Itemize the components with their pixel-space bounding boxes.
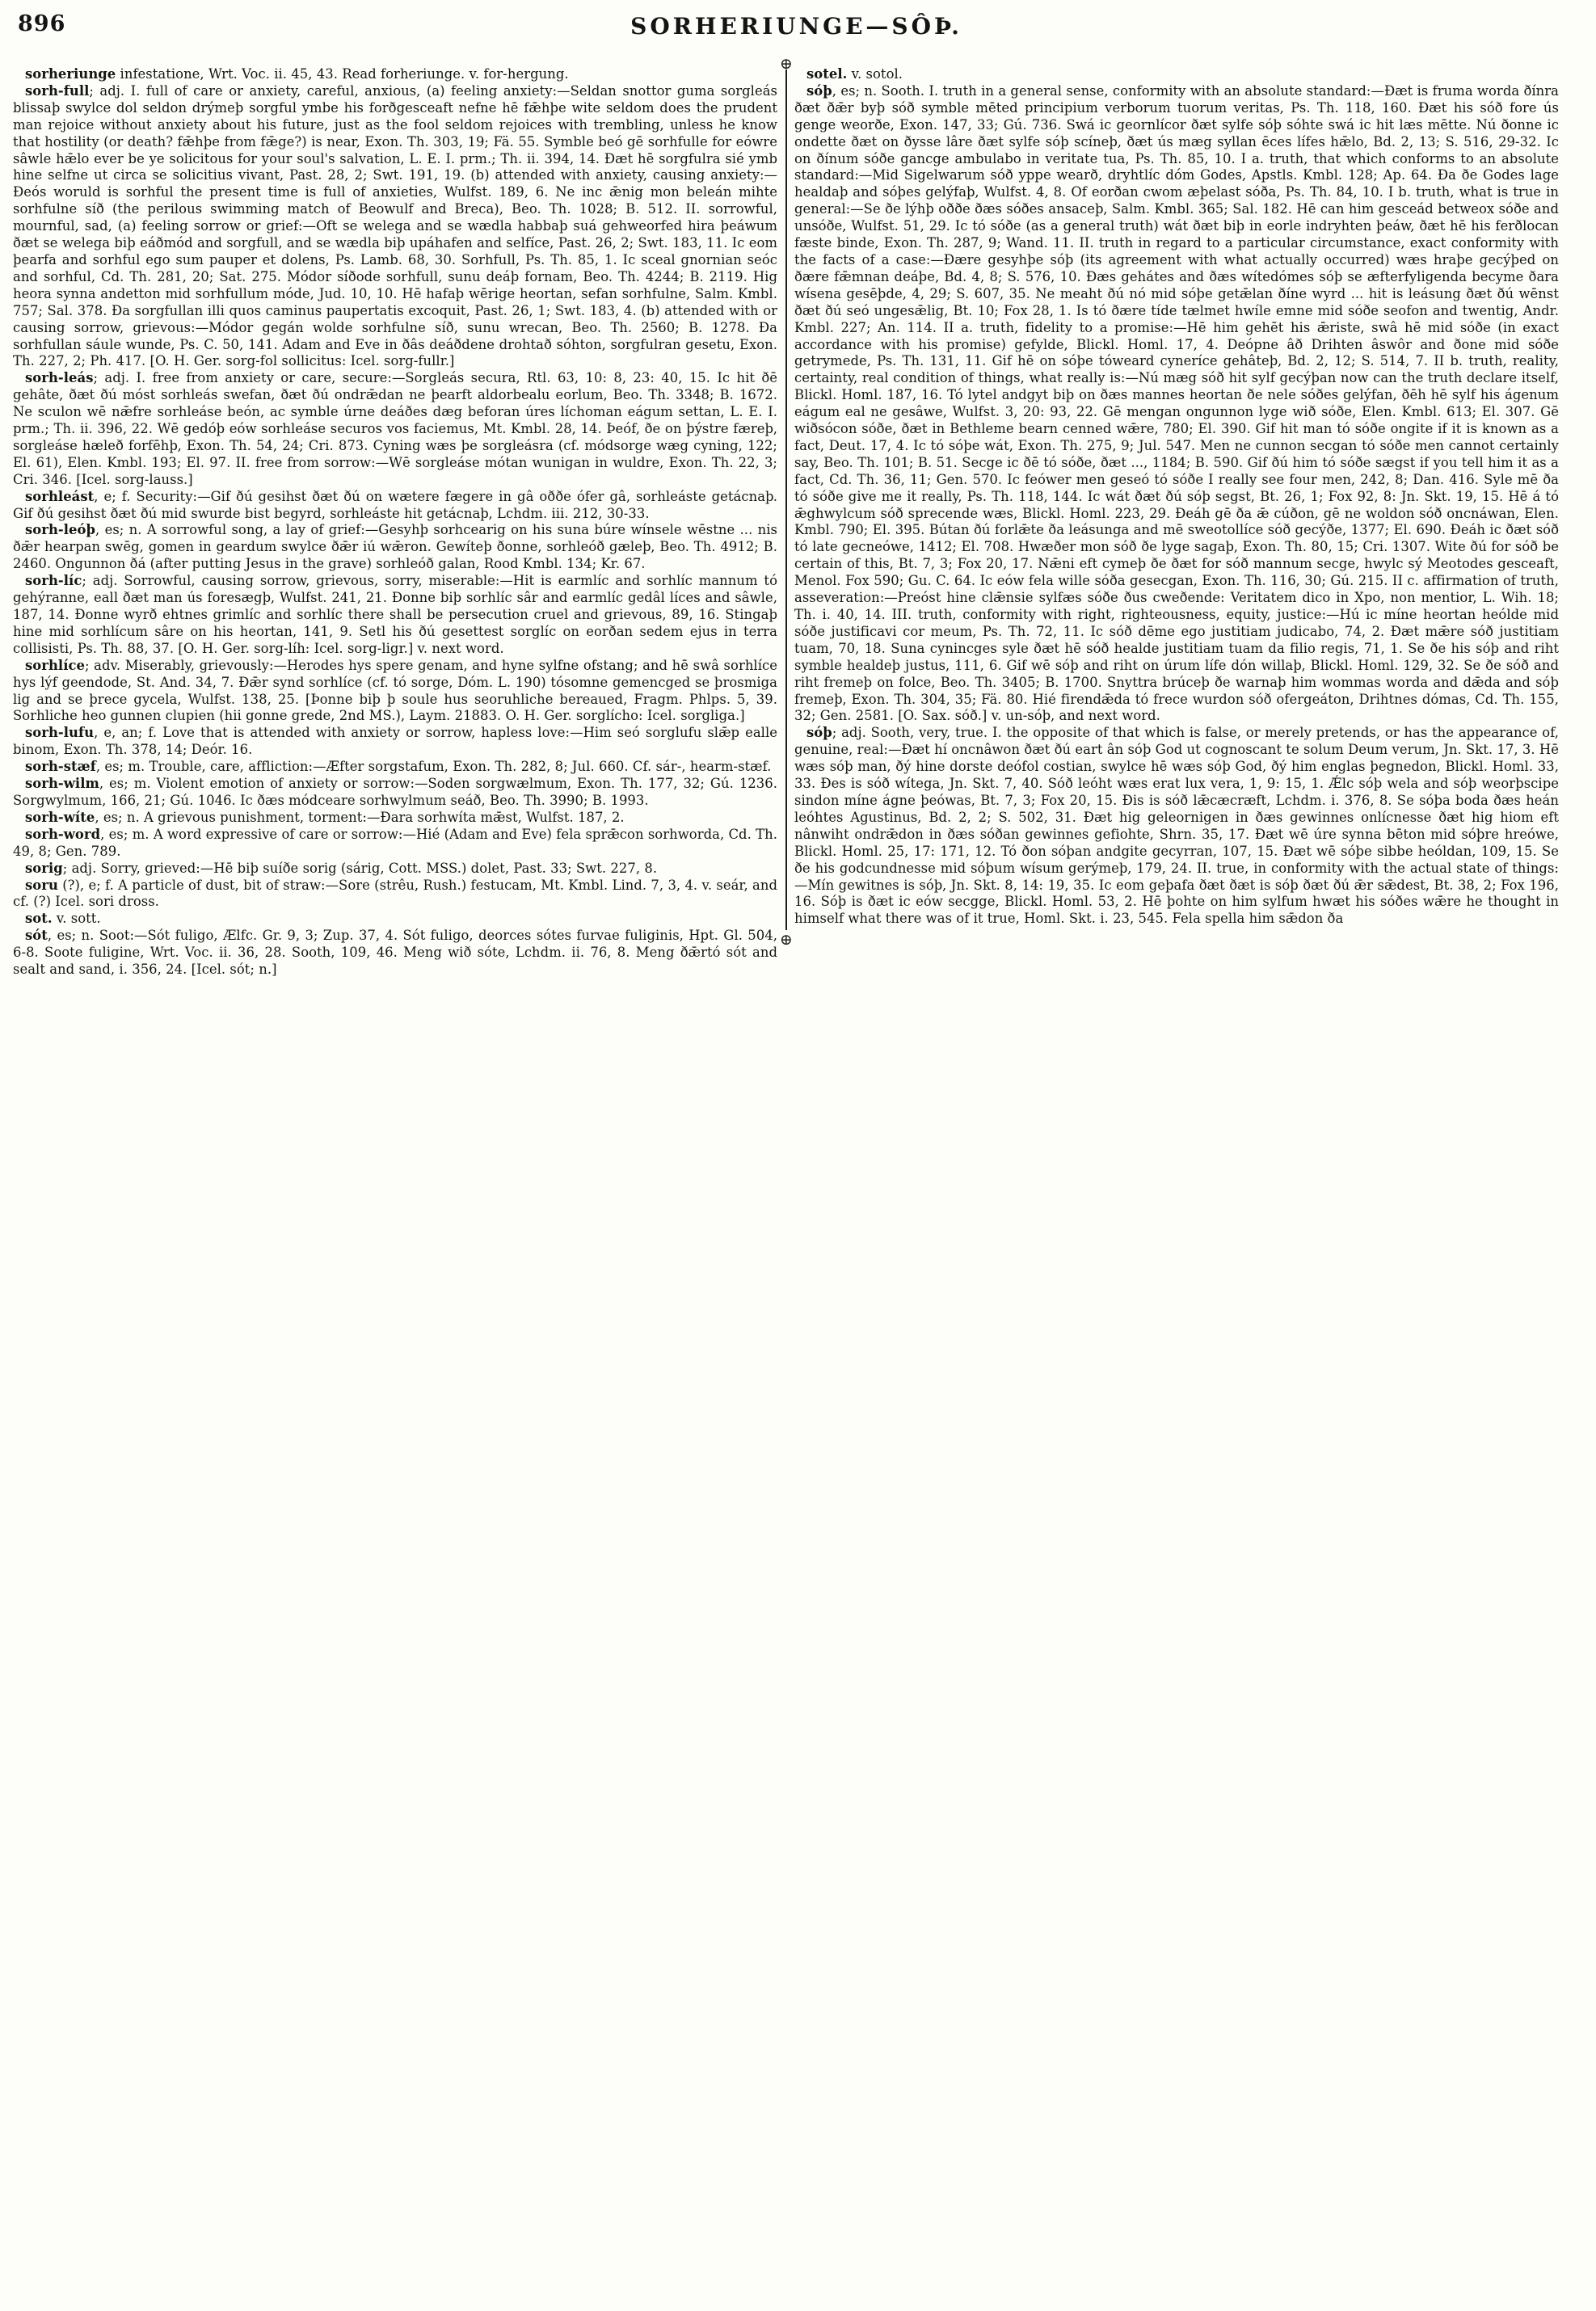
entry-body: , es; n. Soot:—Sót fuligo, Ælfc. Gr. 9, 3; Zup. 37, 4. Sót fuligo, deorces sótes furvae fuliginis, Hpt. Gl. 504, 6-8. Soote fuligine, Wrt. Voc. ii. 36, 28. Sooth, 109, 46. Meng wið sóte, Lchdm. ii. 76, 8. Meng ðǣrtó sót and sealt and sand, i. 356, 24. [Icel. sót; n.] [13, 928, 777, 978]
entry-headword: sorig [25, 860, 63, 876]
entry-headword: sorh-líc [25, 573, 82, 589]
dictionary-entry [13, 83, 777, 370]
dictionary-entry [13, 489, 777, 523]
column-right [794, 66, 1559, 979]
two-column-body [13, 55, 1580, 979]
entry-body: , es; m. Trouble, care, affliction:—Æfter sorgstafum, Exon. Th. 282, 8; Jul. 660. Cf. sár-, hearm-stæf. [95, 759, 772, 775]
entry-headword: sorh-stæf [25, 759, 96, 775]
entry-headword: sorh-leóþ [25, 522, 96, 538]
entry-body: , es; m. Violent emotion of anxiety or sorrow:—Soden sorgwælmum, Exon. Th. 177, 32; Gú. 1236. Sorgwylmum, 166, 21; Gú. 1046. Ic ðæs módceare sorhwylmum seáð, Beo. Th. 3990; B. 1993. [13, 776, 777, 808]
entry-headword: sorh-word [25, 826, 101, 842]
entry-body: , e, an; f. Love that is attended with anxiety or sorrow, hapless love:—Him seó sorglufu slǣp ealle binom, Exon. Th. 378, 14; Deór. 16. [13, 725, 777, 758]
entry-body: , es; m. A word expressive of care or sorrow:—Hié (Adam and Eve) fela sprǣcon sorhworda, Cd. Th. 49, 8; Gen. 789. [13, 826, 777, 859]
entry-headword: sot. [25, 911, 53, 927]
entry-body: ; adj. Sorrowful, causing sorrow, grievous, sorry, miserable:—Hit is earmlíc and sorhlíc mannum tó gehýranne, eall ðæt man ús foresægþ, Wulfst. 241, 21. Ðonne biþ sorhlíc sâr and earmlíc gedâl líces and sâwle, 187, 14. Ðonne wyrð ehtnes grimlíc and sorhlíc there shall be persecution cruel and grievous, 89, 16. Stingaþ hine mid sorhlícum sâre on his heortan, 141, 9. Setl his ðú gesettest sorglíc on eorðan sedem ejus in terra collisisti, Ps. Th. 88, 37. [O. H. Ger. sorg-líh: Icel. sorg-ligr.] v. next word. [13, 573, 777, 656]
page-header [13, 10, 1580, 66]
entry-headword: sorhlíce [25, 657, 85, 673]
entry-body: infestatione, Wrt. Voc. ii. 45, 43. Read forheriunge. v. for-hergung. [116, 66, 569, 82]
entry-headword: sorh-wilm [25, 776, 99, 792]
entry-body: , e; f. Security:—Gif ðú gesihst ðæt ðú on wætere fægere in gâ oððe ófer gâ, sorhleáste getácnaþ. Gif ðú gesihst ðæt ðú mid swurde bist begyrd, sorhleáste hit getácnaþ, Lchdm. iii. 212, 30-33. [13, 488, 777, 521]
entry-headword: sorh-lufu [25, 725, 95, 741]
entry-body: ; adj. I. full of care or anxiety, careful, anxious, (a) feeling anxiety:—Seldan snottor guma sorgleás blissaþ swylce dol seldon drýmeþ sorgful ymbe his forðgesceaft nefne hē fǣhþe wite seldom does the prudent man rejoice without anxiety about his future, just as the fool seldom rejoices with trembling, unless he know that hostility (or death? fǣhþe from fǣge?) is near, Exon. Th. 303, 19; Fä. 55. Symble beó gē sorhfulle for eówre sâwle hǣlo ever be ye solicitous for your soul's salvation, L. E. I. prm.; Th. ii. 394, 14. Ðæt hē sorgfulra sié ymb hine selfne ut circa se solicitius vivant, Past. 28, 2; Swt. 191, 19. (b) attended with anxiety, causing anxiety:—Ðeós woruld is sorhful the present time is full of anxieties, Wulfst. 189, 6. Ne inc ǣnig mon beleán mihte sorhfulne síð (the perilous swimming match of Beowulf and Breca), Beo. Th. 1028; B. 512. II. sorrowful, mournful, sad, (a) feeling sorrow or grief:—Oft se welega and se wædla habbaþ suá gehweorfed hira þeáwum ðæt se welega biþ eáðmód and sorgfull, and se wædla biþ upáhafen and selfíce, Past. 26, 2; Swt. 183, 11. Ic eom þearfa and sorhful ego sum pauper et dolens, Ps. Lamb. 68, 30. Sorhfull, Ps. Th. 85, 1. Ic sceal gnornian seóc and sorhful, Cd. Th. 281, 20; Sat. 275. Módor síðode sorhfull, sunu deáþ fornam, Beo. Th. 4244; B. 2119. Hig heora synna andetton mid sorhfullum móde, Jud. 10, 10. Hē hafaþ wērige heortan, sefan sorhfulne, Salm. Kmbl. 757; Sal. 378. Ða sorgfullan illi quos caminus paupertatis excoquit, Past. 26, 1; Swt. 183, 4. (b) attended with or causing sorrow, grievous:—Módor gegán wolde sorhfulne síð, sunu wrecan, Beo. Th. 2560; B. 1278. Ða sorhfullan sáule wunde, Ps. C. 50, 141. Adam and Eve in ðâs deáðdene drohtað sóhton, sorgfulran gesetu, Exon. Th. 227, 2; Ph. 417. [O. H. Ger. sorg-fol sollicitus: Icel. sorg-fullr.] [13, 82, 777, 369]
column-divider [780, 55, 793, 949]
column-left [13, 66, 777, 979]
page-number: 896 [18, 11, 66, 36]
dictionary-entry [13, 725, 777, 759]
page-title: SORHERIUNGE—SÔÞ. [630, 13, 962, 40]
dictionary-entry [13, 573, 777, 658]
entry-headword: sorh-wíte [25, 809, 95, 825]
entry-headword: sorh-leás [25, 370, 94, 386]
entry-body: , es; n. Sooth. I. truth in a general sense, conformity with an absolute standard:—Ðæt is fruma worda ðínra ðæt ðǣr byþ sóð symble mēted principium verborum tuorum veritas, Ps. Th. 118, 160. Ðæt his sóð fore ús genge weorðe, Exon. 147, 33; Gú. 736. Swá ic geornlícor ðæt sylfe sóþ sóhte swá ic hit læs mētte. Nú ðonne ic ondette ðæt on ðysse lâre ðæt sylfe sóþ scíneþ, ðæt ús mæg syllan ēces lífes hǣlo, Bd. 2, 13; S. 516, 29-32. Ic on ðínum sóðe gancge ambulabo in veritate tua, Ps. Th. 85, 10. I a. truth, that which conforms to an absolute standard:—Mid Sigelwarum sóð yppe wearð, dryhtlíc dóm Godes, Apstls. Kmbl. 128; Ap. 64. Ða ðe Godes lage healdaþ and sóþes gelýfaþ, Wulfst. 4, 8. Of eorðan cwom æþelast sóða, Ps. Th. 84, 10. I b. truth, what is true in general:—Se ðe lýhþ oððe ðæs sóðes ansaceþ, Salm. Kmbl. 365; Sal. 182. Hē can him gesceád betweox sóðe and unsóðe, Wulfst. 51, 29. Ic tó sóðe (as a general truth) wát ðæt biþ in eorle indryhten þeáw, ðæt hē his ferðlocan fæste binde, Exon. Th. 287, 9; Wand. 11. II. truth in regard to a particular circumstance, exact conformity with the facts of a case:—Ðære gesyhþe sóþ (its agreement with what actually occurred) wæs hraþe gecýþed on ðære fǣmnan deáþe, Bd. 4, 8; S. 576, 10. Ðæs gehátes and ðæs wítedómes sóþ se æfterfyligenda becyme ðara wísena gesēþde, 4, 29; S. 607, 35. Ne meaht ðú nó mid sóþe getǣlan ðíne wyrd ... hit is leásung ðæt ðú wēnst ðæt ðú seó ungesǣlig, Bt. 10; Fox 28, 1. Is tó ðære tíde tælmet hwíle emne mid sóðe seofon and twentig, Andr. Kmbl. 227; An. 114. II a. truth, fidelity to a promise:—Hē him gehēt his ǣriste, swâ hē mid sóðe (in exact accordance with his promise) gefylde, Blickl. Homl. 17, 4. Deópne âð Drihten âswôr and ðone mid sóðe getrymede, Ps. Th. 131, 11. Gif hē on sóþe tóweard cyneríce gehâteþ, Bd. 2, 12; S. 514, 7. II b. truth, reality, certainty, real condition of things, what really is:—Nú mæg sóð hit sylf gecýþan now can the truth declare itself, Blickl. Homl. 187, 16. Tó lytel andgyt biþ on ðæs mannes heortan ðe nele sóðes gelýfan, ðēh hē sylf his ágenum eágum eal ne gesâwe, Wulfst. 3, 20: 93, 22. Gē mengan ongunnon lyge wið sóðe, Elen. Kmbl. 613; El. 307. Gē wiðsócon sóðe, ðæt in Bethleme bearn cenned wǣre, 780; El. 390. Gif hit man tó sóðe ongite if it is known as a fact, Deut. 17, 4. Ic tó sóþe wát, Exon. Th. 275, 9; Jul. 547. Men ne cunnon secgan tó sóðe men cannot certainly say, Beo. Th. 101; B. 51. Secge ic ðē tó sóðe, ðæt ..., 1184; B. 590. Gif ðú him tó sóðe sægst if you tell him it as a fact, Cd. Th. 36, 11; Gen. 570. Ic feówer men geseó tó sóðe I really see four men, 242, 8; Dan. 416. Syle mē ða tó sóðe give me it really, Ps. Th. 118, 144. Ic wát ðæt ðú sóþ segst, Bt. 26, 1; Fox 92, 8: Jn. Skt. 19, 15. Hē á tó ǣghwylcum sóð sprecende wæs, Blickl. Homl. 223, 29. Ðeáh gē ða ǣ cúðon, gē ne woldon sóð oncnáwan, Elen. Kmbl. 790; El. 395. Bútan ðú forlǣte ða leásunga and mē sweotollíce sóð gecýðe, 1377; El. 690. Ðeáh ic ðæt sóð tó late gecneówe, 1412; El. 708. Hwæðer mon sóð ðe lyge sagaþ, Exon. Th. 80, 15; Cri. 1307. Wite ðú for sóð be certain of this, Bt. 7, 3; Fox 20, 17. Nǣni eft cymeþ ðe ðæt for sóð mannum secge, hwylc sý Meotodes gesceaft, Menol. Fox 590; Gu. C. 64. Ic eów fela wille sóða gesecgan, Exon. Th. 116, 30; Gú. 215. II c. affirmation of truth, asseveration:—Preóst hine clǣnsie sylfæs sóðe ðus cweðende: Veritatem dico in Xpo, non mentior, L. Wih. 18; Th. i. 40, 14. III. truth, conformity with right, righteousness, equity, justice:—Hú ic míne heortan heólde mid sóðe justificavi cor meum, Ps. Th. 72, 11. Ic sóð dēme ego justitiam judicabo, 74, 2. Ðæt mǣre sóð justitiam tuam, 70, 18. Suna cynincges syle ðæt hē sóð healde justitiam tuam da filio regis, 71, 1. Se ðe his sóþ and riht symble healdeþ justus, 111, 6. Gif wē sóþ and riht on úrum lífe dón willaþ, Blickl. Homl. 129, 32. Se ðe sóð and riht fremeþ on folce, Beo. Th. 3405; B. 1700. Snyttra brúceþ ðe warnaþ him wommas worda and dǣda and sóþ fremeþ, Exon. Th. 304, 35; Fä. 80. Hié firendǣda tó frece wurdon sóð ofergeáton, Drihtnes dómas, Cd. Th. 155, 32; Gen. 2581. [O. Sax. sóð.] v. un-sóþ, and next word. [794, 82, 1559, 724]
entry-headword: sót [25, 928, 48, 944]
entry-headword: sorh-full [25, 82, 90, 99]
dictionary-entry [13, 827, 777, 861]
dictionary-entry [13, 66, 777, 83]
entry-headword: sóþ [806, 725, 832, 741]
dictionary-entry [794, 66, 1559, 83]
entry-headword: soru [25, 877, 58, 893]
dictionary-entry [13, 810, 777, 827]
dictionary-entry [13, 522, 777, 573]
dictionary-entry [794, 725, 1559, 928]
entry-headword: sorheriunge [25, 66, 116, 82]
entry-body: (?), e; f. A particle of dust, bit of straw:—Sore (strêu, Rush.) festucam, Mt. Kmbl. Lind. 7, 3, 4. v. seár, and cf. (?) Icel. sori dross. [13, 877, 777, 910]
entry-headword: sóþ [806, 82, 832, 99]
dictionary-entry [13, 911, 777, 928]
dictionary-entry [13, 759, 777, 776]
dictionary-entry [13, 776, 777, 810]
dictionary-entry [13, 370, 777, 488]
dictionary-entry [794, 83, 1559, 725]
entry-body: ; adj. Sorry, grieved:—Hē biþ suíðe sorig (sárig, Cott. MSS.) dolet, Past. 33; Swt. 227, 8. [62, 860, 658, 876]
dictionary-entry [13, 658, 777, 726]
entry-body: v. sott. [52, 911, 101, 927]
divider-ornament-top-icon: ⊕ [780, 55, 793, 73]
entry-body: , es; n. A grievous punishment, torment:—Ðara sorhwíta mǣst, Wulfst. 187, 2. [95, 809, 625, 825]
entry-body: ; adj. I. free from anxiety or care, secure:—Sorgleás secura, Rtl. 63, 10: 8, 23: 40, 15. Ic hit ðē gehâte, ðæt ðú móst sorhleás swefan, ðæt ðú ondrǣdan ne þearft aldorbealu eorlum, Beo. Th. 3348; B. 1672. Ne sculon wē nǣfre sorhleáse beón, ac symble úrne deáðes dæg beforan úres líchoman eágum settan, L. E. I. prm.; Th. ii. 396, 22. Wē gedóþ eów sorhleáse securos vos faciemus, Mt. Kmbl. 28, 14. Þeóf, ðe on þýstre færeþ, sorgleáse hæleð forfēhþ, Exon. Th. 54, 24; Cri. 873. Cyning wæs þe sorgleásra (cf. módsorge wæg cyning, 122; El. 61), Elen. Kmbl. 193; El. 97. II. free from sorrow:—Wē sorgleáse mótan wunigan in wuldre, Exon. Th. 22, 3; Cri. 346. [Icel. sorg-lauss.] [13, 370, 777, 487]
entry-body: ; adv. Miserably, grievously:—Herodes hys spere genam, and hyne sylfne ofstang; and hē swâ sorhlíce hys lýf geendode, St. And. 34, 7. Ðǣr synd sorhlíce (cf. tó sorge, Dóm. L. 190) tósomne gemencged se þrosmiga lig and se þrece gycela, Wulfst. 138, 25. [Þonne biþ þ soule hus seoruhliche bereaued, Fragm. Phlps. 5, 39. Sorhliche heo gunnen clupien (hii gonne grede, 2nd MS.), Laym. 21883. O. H. Ger. sorglícho: Icel. sorgliga.] [13, 657, 777, 724]
entry-headword: sorhleást [25, 488, 95, 504]
dictionary-entry [13, 878, 777, 911]
entry-body: , es; n. A sorrowful song, a lay of grief:—Gesyhþ sorhcearig on his suna búre wínsele wēstne ... nis ðǣr hearpan swēg, gomen in geardum swylce ðǣr iú wǣron. Gewíteþ ðonne, sorhleóð gæleþ, Beo. Th. 4912; B. 2460. Ongunnon ðá (after putting Jesus in the grave) sorhleóð galan, Rood Kmbl. 134; Kr. 67. [13, 522, 777, 572]
dictionary-entry [13, 928, 777, 979]
entry-body: v. sotol. [847, 66, 903, 82]
entry-headword: sotel. [806, 66, 848, 82]
divider-ornament-bottom-icon: ⊕ [780, 930, 793, 949]
dictionary-entry [13, 861, 777, 878]
entry-body: ; adj. Sooth, very, true. I. the opposite of that which is false, or merely pretends, or has the appearance of, genuine, real:—Ðæt hí oncnâwon ðæt ðú eart ân sóþ God ut cognoscant te solum Deum verum, Jn. Skt. 17, 3. Hē wæs sóþ man, ðý hine dorste deófol costian, swylce hē wæs sóþ God, ðý him englas þegnedon, Blickl. Homl. 33, 33. Ðes is sóð wítega, Jn. Skt. 7, 40. Sóð leóht wæs erat lux vera, 1, 9: 15, 1. Ǽlc sóþ wela and sóþ weorþscipe sindon míne ágne þeówas, Bt. 7, 3; Fox 20, 15. Ðis is sóð lǣcæcræft, Lchdm. i. 376, 8. Se sóþa boda ðæs heán leóhtes Agustinus, Bd. 2, 2; S. 502, 31. Ðæt hig geleornigen in ðæs gewinnes onlícnesse ðæt hig hiom eft nânwiht ondrǣdon in ðæs sóðan gewinnes gefiohte, Shrn. 35, 17. Ðæt wē úre synna bēton mid sóþre hreówe, Blickl. Homl. 25, 17: 171, 12. Tó ðon sóþan andgite gecyrran, 107, 15. Ðæt wē sóþe sibbe heóldan, 109, 15. Se ðe his godcundnesse mid sóþum wísum gerýmeþ, 179, 24. II. true, in conformity with the actual state of things:—Mín gewitnes is sóþ, Jn. Skt. 8, 14: 19, 35. Ic eom geþafa ðæt ðæt is sóþ ðæt ðú ǣr sǣdest, Bt. 38, 2; Fox 196, 16. Sóþ is ðæt ic eów secgge, Blickl. Homl. 53, 2. Hē þohte on him sylfum hwæt his sóðes wǣre he thought in himself what there was of it true, Homl. Skt. i. 23, 545. Fela spella him sǣdon ða [794, 725, 1559, 927]
